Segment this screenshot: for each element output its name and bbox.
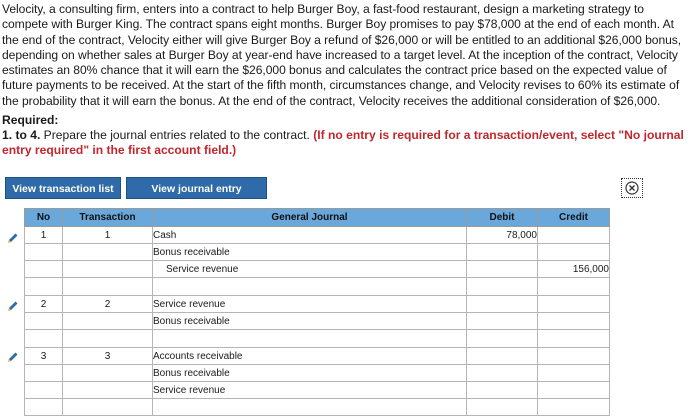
table-row bbox=[25, 313, 610, 330]
problem-statement bbox=[2, 2, 692, 109]
account-field[interactable]: Bonus receivable bbox=[153, 365, 467, 382]
entry-no bbox=[25, 365, 63, 382]
required-section bbox=[2, 113, 692, 158]
table-row bbox=[25, 330, 610, 348]
debit-field[interactable] bbox=[467, 278, 538, 296]
entry-transaction: 1 bbox=[63, 227, 153, 244]
credit-field[interactable] bbox=[538, 244, 610, 261]
required-prompt bbox=[2, 128, 692, 158]
header-debit: Debit bbox=[467, 209, 538, 227]
entry-transaction bbox=[63, 261, 153, 278]
account-field[interactable]: Service revenue bbox=[153, 382, 467, 399]
required-instruction: (If no entry is required for a transaction/event, select "No journal entry required" in the first account field.) bbox=[2, 128, 684, 157]
entry-transaction bbox=[63, 244, 153, 261]
entry-no bbox=[25, 278, 63, 296]
required-heading: Required: bbox=[2, 113, 59, 127]
credit-field[interactable]: 156,000 bbox=[538, 261, 610, 278]
close-circle-icon[interactable] bbox=[621, 178, 643, 198]
required-number: 1. to 4. bbox=[2, 128, 41, 142]
entry-transaction bbox=[63, 399, 153, 416]
credit-field[interactable] bbox=[538, 313, 610, 330]
table-row bbox=[25, 278, 610, 296]
account-field[interactable]: Cash bbox=[153, 227, 467, 244]
header-no: No bbox=[25, 209, 63, 227]
debit-field[interactable] bbox=[467, 313, 538, 330]
debit-field[interactable]: 78,000 bbox=[467, 227, 538, 244]
entry-no: 3 bbox=[25, 348, 63, 365]
view-journal-entry-worksheet-button[interactable]: View journal entry bbox=[126, 177, 267, 199]
debit-field[interactable] bbox=[467, 399, 538, 416]
journal-table bbox=[24, 208, 610, 416]
problem-text: Velocity, a consulting firm, enters into a contract to help Burger Boy, a fast-food restaurant, design a marketing strategy to compete with Burger King. The contract spans eight months. Burger Boy promises to pay $78,000 at the end of each month. At the end of the contract, Velocity either will give Burger Boy a refund of $26,000 or will be entitled to an additional $26,000 bonus, depending on whether sales at Burger Boy at year-end have increased to a target level. At the inception of the contract, Velocity estimates an 80% chance that it will earn the $26,000 bonus and calculates the contract price based on the expected value of future payments to be received. At the start of the fifth month, circumstances change, and Velocity revises to 60% its estimate of the probability that it will earn the bonus. At the end of the contract, Velocity receives the additional consideration of $26,000. bbox=[2, 2, 682, 108]
account-field[interactable]: Service revenue bbox=[153, 296, 467, 313]
edit-entry-3-pencil-icon[interactable] bbox=[7, 350, 19, 362]
account-field[interactable] bbox=[153, 399, 467, 416]
entry-transaction bbox=[63, 330, 153, 348]
header-general-journal: General Journal bbox=[153, 209, 467, 227]
entry-no bbox=[25, 261, 63, 278]
credit-field[interactable] bbox=[538, 382, 610, 399]
entry-no bbox=[25, 313, 63, 330]
account-field[interactable]: Service revenue bbox=[153, 261, 467, 278]
table-row bbox=[25, 365, 610, 382]
credit-field[interactable] bbox=[538, 227, 610, 244]
entry-no: 2 bbox=[25, 296, 63, 313]
table-row bbox=[25, 399, 610, 416]
credit-field[interactable] bbox=[538, 296, 610, 313]
required-prompt-text: Prepare the journal entries related to the contract. bbox=[40, 128, 314, 142]
debit-field[interactable] bbox=[467, 365, 538, 382]
account-field[interactable]: Bonus receivable bbox=[153, 313, 467, 330]
table-row bbox=[25, 261, 610, 278]
debit-field[interactable] bbox=[467, 261, 538, 278]
table-row bbox=[25, 227, 610, 244]
entry-no bbox=[25, 330, 63, 348]
credit-field[interactable] bbox=[538, 278, 610, 296]
credit-field[interactable] bbox=[538, 365, 610, 382]
table-row bbox=[25, 296, 610, 313]
debit-field[interactable] bbox=[467, 296, 538, 313]
header-transaction: Transaction bbox=[63, 209, 153, 227]
header-credit: Credit bbox=[538, 209, 610, 227]
edit-entry-1-pencil-icon[interactable] bbox=[7, 231, 19, 243]
entry-transaction bbox=[63, 365, 153, 382]
table-row bbox=[25, 382, 610, 399]
account-field[interactable] bbox=[153, 278, 467, 296]
credit-field[interactable] bbox=[538, 399, 610, 416]
entry-transaction: 3 bbox=[63, 348, 153, 365]
table-header-row bbox=[25, 209, 610, 227]
account-field[interactable] bbox=[153, 330, 467, 348]
account-field[interactable]: Bonus receivable bbox=[153, 244, 467, 261]
entry-no: 1 bbox=[25, 227, 63, 244]
debit-field[interactable] bbox=[467, 330, 538, 348]
entry-no bbox=[25, 244, 63, 261]
entry-no bbox=[25, 399, 63, 416]
debit-field[interactable] bbox=[467, 348, 538, 365]
entry-transaction bbox=[63, 382, 153, 399]
credit-field[interactable] bbox=[538, 348, 610, 365]
table-row bbox=[25, 348, 610, 365]
debit-field[interactable] bbox=[467, 382, 538, 399]
view-transaction-list-button[interactable]: View transaction list bbox=[5, 177, 121, 199]
entry-no bbox=[25, 382, 63, 399]
edit-entry-2-pencil-icon[interactable] bbox=[7, 299, 19, 311]
entry-transaction bbox=[63, 313, 153, 330]
credit-field[interactable] bbox=[538, 330, 610, 348]
debit-field[interactable] bbox=[467, 244, 538, 261]
entry-transaction: 2 bbox=[63, 296, 153, 313]
table-row bbox=[25, 244, 610, 261]
entry-transaction bbox=[63, 278, 153, 296]
account-field[interactable]: Accounts receivable bbox=[153, 348, 467, 365]
